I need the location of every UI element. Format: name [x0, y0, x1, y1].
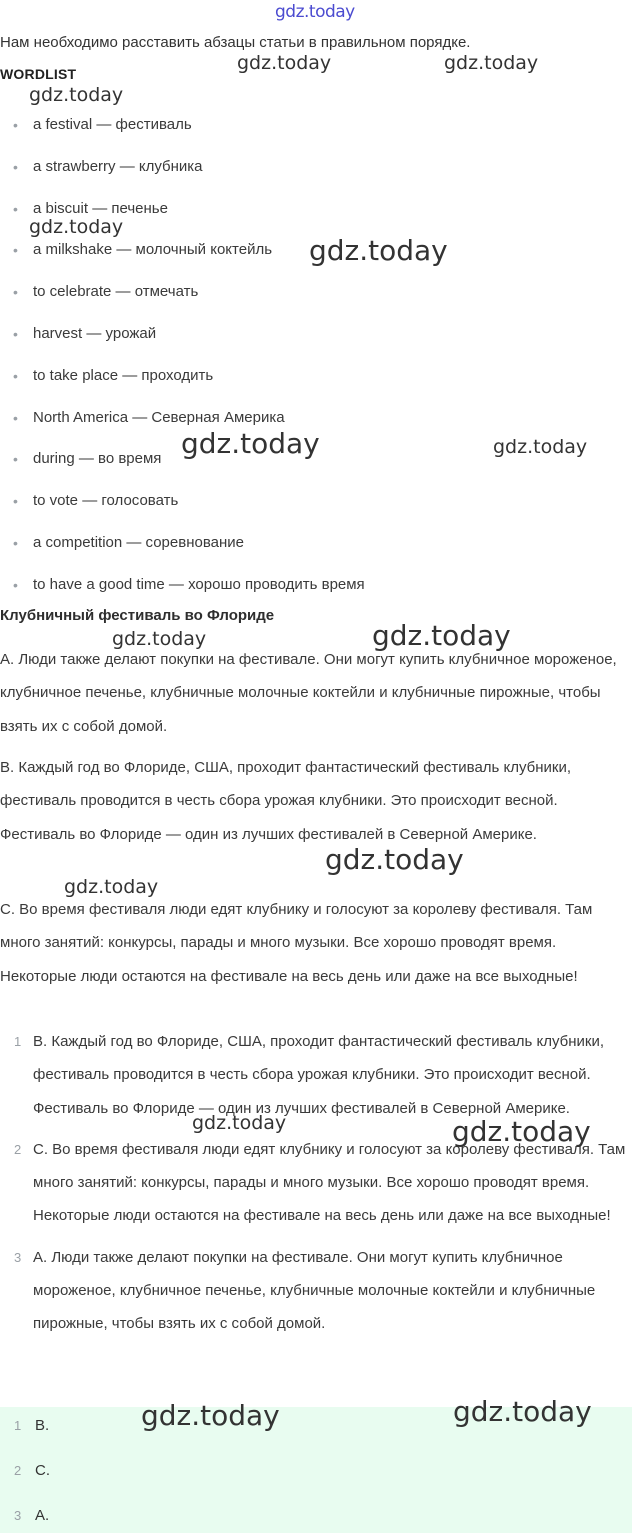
- watermark: gdz.today: [372, 619, 511, 652]
- wordlist-item: • during — во время: [0, 438, 632, 480]
- bullet-icon: •: [13, 451, 18, 468]
- bullet-icon: •: [13, 367, 18, 384]
- bullet-icon: •: [13, 284, 18, 301]
- wordlist-item: • harvest — урожай: [0, 313, 632, 355]
- paragraph-b: B. Каждый год во Флориде, США, проходит фантастический фестиваль клубники, фестиваль проводится в честь сбора урожая клубники. Это происходит весной. Фестиваль во Флориде — один из лучших фестивалей в Северной Америке.: [0, 759, 572, 843]
- watermark: gdz.today: [29, 84, 124, 106]
- list-item: [0, 1133, 632, 1233]
- watermark: gdz.today: [192, 1112, 287, 1134]
- list-number: 3: [14, 1249, 22, 1265]
- bullet-icon: •: [13, 325, 18, 342]
- ordered-list: [0, 1025, 632, 1341]
- answer-box: [0, 1407, 632, 1533]
- watermark: gdz.today: [29, 216, 124, 238]
- bullet-icon: •: [13, 493, 18, 510]
- paragraph-a: A. Люди также делают покупки на фестивале. Они могут купить клубничное мороженое, клубничное печенье, клубничные молочные коктейли и клубничные пирожные, чтобы взять их с собой домой.: [0, 651, 617, 735]
- intro-text: Нам необходимо расставить абзацы статьи в правильном порядке.: [0, 34, 471, 51]
- bullet-icon: •: [13, 200, 18, 217]
- watermark: gdz.today: [112, 628, 207, 650]
- list-item: [0, 1025, 632, 1125]
- wordlist-title: WORDLIST: [0, 66, 77, 82]
- bullet-icon: •: [13, 409, 18, 426]
- bullet-icon: •: [13, 158, 18, 175]
- list-item-text: C. Во время фестиваля люди едят клубнику и голосуют за королеву фестиваля. Там много занятий: конкурсы, парады и много музыки. Все хорошо проводят время. Некоторые люди остаются на фестивале на весь день или даже на все выходные!: [33, 1140, 626, 1225]
- watermark: gdz.today: [453, 1395, 592, 1428]
- site-link[interactable]: gdz.today: [275, 2, 355, 22]
- bullet-icon: •: [13, 117, 18, 133]
- bullet-icon: •: [13, 576, 18, 593]
- wordlist-item: • a festival — фестиваль: [0, 104, 632, 146]
- answer-number: 2: [14, 1463, 22, 1478]
- list-item-text: B. Каждый год во Флориде, США, проходит фантастический фестиваль клубники, фестиваль проводится в честь сбора урожая клубники. Это происходит весной. Фестиваль во Флориде — один из лучших фестивалей в Северной Америке.: [33, 1033, 605, 1117]
- wordlist-item: • to celebrate — отмечать: [0, 271, 632, 313]
- bullet-icon: •: [13, 242, 18, 259]
- watermark: gdz.today: [325, 843, 464, 876]
- paragraph-c: C. Во время фестиваля люди едят клубнику и голосуют за королеву фестиваля. Там много занятий: конкурсы, парады и много музыки. Все хорошо проводят время. Некоторые люди остаются на фестивале на весь день или даже на все выходные!: [0, 901, 593, 985]
- wordlist-item: • to have a good time — хорошо проводить время: [0, 564, 632, 606]
- answer-text: A.: [35, 1507, 50, 1524]
- wordlist-item: • a biscuit — печенье: [0, 188, 632, 230]
- wordlist-item: • a competition — соревнование: [0, 522, 632, 564]
- wordlist-item: • to take place — проходить: [0, 355, 632, 397]
- list-item: [0, 1241, 632, 1341]
- watermark: gdz.today: [141, 1399, 280, 1432]
- list-item-text: A. Люди также делают покупки на фестивале. Они могут купить клубничное мороженое, клубничное печенье, клубничные молочные коктейли и клубничные пирожные, чтобы взять их с собой домой.: [33, 1248, 596, 1333]
- answer-number: 3: [14, 1508, 22, 1523]
- wordlist: [0, 104, 632, 606]
- watermark: gdz.today: [452, 1115, 591, 1148]
- bullet-icon: •: [13, 534, 18, 551]
- list-number: 1: [14, 1034, 22, 1049]
- answer-number: 1: [14, 1418, 22, 1433]
- wordlist-item: • a milkshake — молочный коктейль: [0, 229, 632, 271]
- watermark: gdz.today: [444, 52, 539, 74]
- watermark: gdz.today: [493, 436, 588, 458]
- watermark: gdz.today: [181, 427, 320, 460]
- answer-text: B.: [35, 1417, 50, 1434]
- watermark: gdz.today: [309, 234, 448, 267]
- wordlist-item: • to vote — голосовать: [0, 480, 632, 522]
- article-title: Клубничный фестиваль во Флориде: [0, 607, 275, 624]
- wordlist-item: • a strawberry — клубника: [0, 146, 632, 188]
- watermark: gdz.today: [64, 876, 159, 898]
- answer-text: C.: [35, 1462, 50, 1479]
- wordlist-item: • North America — Северная Америка: [0, 397, 632, 439]
- list-number: 2: [14, 1141, 22, 1157]
- watermark: gdz.today: [237, 52, 332, 74]
